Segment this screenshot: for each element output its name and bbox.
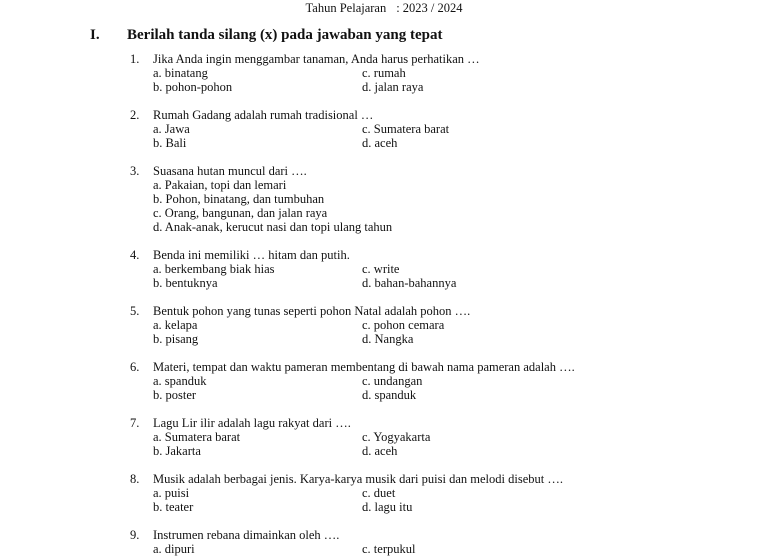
question-text: Suasana hutan muncul dari …. [153, 164, 307, 178]
option-c[interactable]: c. undangan [362, 374, 423, 388]
section-number: I. [90, 27, 100, 43]
option-a[interactable]: a. Pakaian, topi dan lemari [153, 178, 287, 192]
option-c[interactable]: c. Orang, bangunan, dan jalan raya [153, 206, 328, 220]
option-b[interactable]: b. Bali [153, 136, 187, 150]
question-text: Materi, tempat dan waktu pameran membentang di bawah nama pameran adalah …. [153, 360, 575, 374]
option-b[interactable]: b. teater [153, 500, 194, 514]
option-d[interactable]: d. jalan raya [362, 80, 424, 94]
option-c[interactable]: c. Sumatera barat [362, 122, 450, 136]
option-b[interactable]: b. Jakarta [153, 444, 201, 458]
question-text: Musik adalah berbagai jenis. Karya-karya musik dari puisi dan melodi disebut …. [153, 472, 563, 486]
option-c[interactable]: c. terpukul [362, 542, 416, 556]
option-d[interactable]: d. spanduk [362, 388, 417, 402]
option-d[interactable]: d. aceh [362, 136, 398, 150]
option-a[interactable]: a. puisi [153, 486, 190, 500]
question-number: 2. [130, 108, 140, 122]
option-d[interactable]: d. lagu itu [362, 500, 413, 514]
option-c[interactable]: c. write [362, 262, 400, 276]
option-a[interactable]: a. dipuri [153, 542, 195, 556]
option-c[interactable]: c. rumah [362, 66, 406, 80]
option-a[interactable]: a. spanduk [153, 374, 207, 388]
question-number: 3. [130, 164, 140, 178]
question-text: Jika Anda ingin menggambar tanaman, Anda harus perhatikan … [153, 52, 480, 66]
option-d[interactable]: d. Nangka [362, 332, 414, 346]
question-text: Lagu Lir ilir adalah lagu rakyat dari …. [153, 416, 351, 430]
question-number: 4. [130, 248, 140, 262]
school-year-label: Tahun Pelajaran [305, 1, 387, 15]
option-a[interactable]: a. Jawa [153, 122, 190, 136]
question-text: Benda ini memiliki … hitam dan putih. [153, 248, 350, 262]
question-number: 6. [130, 360, 140, 374]
option-c[interactable]: c. Yogyakarta [362, 430, 431, 444]
question-text: Instrumen rebana dimainkan oleh …. [153, 528, 340, 542]
option-a[interactable]: a. binatang [153, 66, 208, 80]
school-year-separator: : [396, 1, 400, 15]
option-a[interactable]: a. Sumatera barat [153, 430, 241, 444]
option-b[interactable]: b. pohon-pohon [153, 80, 233, 94]
question-number: 8. [130, 472, 140, 486]
option-d[interactable]: d. aceh [362, 444, 398, 458]
option-d[interactable]: d. bahan-bahannya [362, 276, 457, 290]
option-a[interactable]: a. kelapa [153, 318, 198, 332]
section-title: Berilah tanda silang (x) pada jawaban yang tepat [127, 27, 443, 43]
option-d[interactable]: d. Anak-anak, kerucut nasi dan topi ulang tahun [153, 220, 393, 234]
school-year-value: 2023 / 2024 [402, 1, 463, 15]
question-text: Bentuk pohon yang tunas seperti pohon Natal adalah pohon …. [153, 304, 471, 318]
option-b[interactable]: b. Pohon, binatang, dan tumbuhan [153, 192, 325, 206]
question-number: 7. [130, 416, 140, 430]
school-year-header [0, 1, 768, 16]
question-text: Rumah Gadang adalah rumah tradisional … [153, 108, 374, 122]
question-number: 5. [130, 304, 140, 318]
option-c[interactable]: c. duet [362, 486, 396, 500]
option-c[interactable]: c. pohon cemara [362, 318, 445, 332]
option-b[interactable]: b. bentuknya [153, 276, 218, 290]
option-a[interactable]: a. berkembang biak hias [153, 262, 275, 276]
question-number: 9. [130, 528, 140, 542]
option-b[interactable]: b. poster [153, 388, 197, 402]
option-b[interactable]: b. pisang [153, 332, 199, 346]
question-number: 1. [130, 52, 140, 66]
